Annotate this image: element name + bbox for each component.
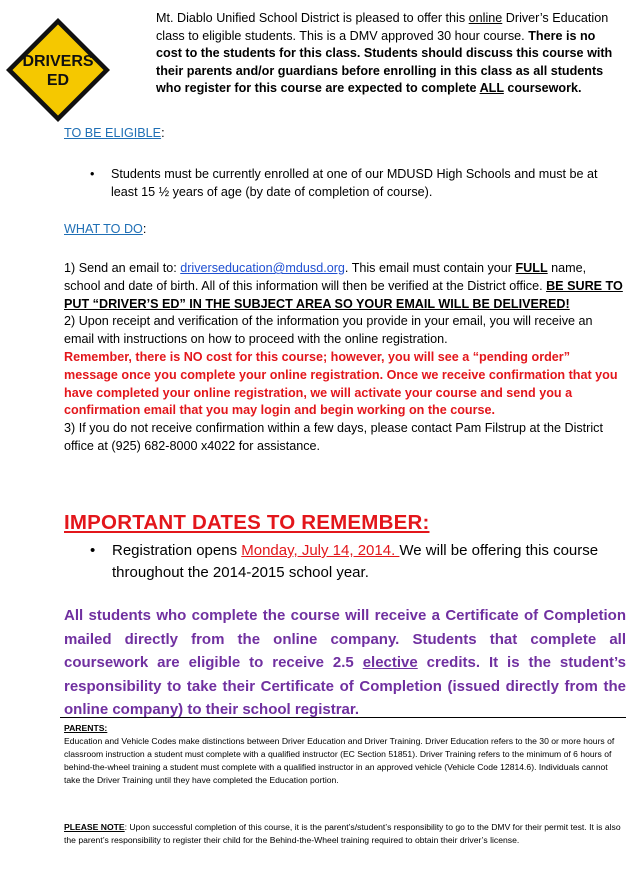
elective-word: elective: [362, 654, 418, 671]
bullet-icon: •: [90, 167, 95, 181]
parents-heading: PARENTS:: [64, 723, 108, 733]
intro-bold-text: There is no cost to the students for this class. Students should discuss this course with their parents and/or guardians before enrolling in this class as all students who register for this course are expected to complete: [156, 28, 613, 95]
sign-line2: ED: [46, 72, 70, 89]
eligible-bullet-text: Students must be currently enrolled at one of our MDUSD High Schools and must be at least 15 ½ years of age (by date of completion of course).: [111, 167, 598, 199]
important-dates-heading: IMPORTANT DATES TO REMEMBER:: [64, 511, 430, 534]
intro-text-1: Mt. Diablo Unified School District is pleased to offer this: [156, 11, 469, 25]
section-divider: [60, 717, 626, 718]
intro-end: coursework.: [503, 81, 582, 95]
todo-heading: WHAT TO DO:: [64, 222, 147, 236]
eligible-bullet: [90, 165, 626, 201]
intro-online: online: [468, 11, 503, 25]
intro-all: ALL: [479, 81, 504, 95]
registration-bullet: • Registration opens Monday, July 14, 2014. We will be offering this course throughout the 2014-2015 school year.: [90, 542, 599, 581]
drivers-ed-sign: [4, 16, 112, 124]
email-link[interactable]: driverseducation@mdusd.org: [180, 261, 345, 275]
sign-line1: DRIVERS: [22, 53, 94, 70]
please-note-text: : Upon successful completion of this course, it is the parent’s/student’s responsibility to go to the DMV for their permit test. It is also the parent’s responsibility to register their child for the Behind-the-Wheel training required to obtain their driver’s license.: [64, 822, 621, 845]
intro-text-2: Driver’s Education class to eligible students. This is a DMV approved 30 hour course.: [156, 11, 609, 43]
subject-instruction: BE SURE TO PUT “DRIVER’S ED” IN THE SUBJECT AREA SO YOUR EMAIL WILL BE DELIVERED!: [64, 278, 623, 311]
eligible-heading: TO BE ELIGIBLE:: [64, 126, 165, 140]
step-2: 2) Upon receipt and verification of the information you provide in your email, you will receive an email with instructions on how to proceed with the online registration.: [64, 314, 593, 347]
step-3: 3) If you do not receive confirmation within a few days, please contact Pam Filstrup at the District office at (925) 682-8000 x4022 for assistance.: [64, 421, 603, 453]
please-note-section: [64, 821, 626, 847]
registration-date: Monday, July 14, 2014.: [241, 542, 400, 559]
step-1: 1) Send an email to: driverseducation@mdusd.org. This email must contain your FULL name, school and date of birth. All of this information will then be verified at the District office. BE SURE TO PUT “DRIVER’S ED” IN THE SUBJECT AREA SO YOUR EMAIL WILL BE DELIVERED!: [64, 261, 623, 311]
certificate-paragraph: All students who complete the course will receive a Certificate of Completion mailed directly from the online company. Students that complete all coursework are eligible to receive 2.5 elective credits. It is the student’s responsibility to take their Certificate of Completion (issued directly from the online company) to their school registrar.: [64, 607, 627, 718]
intro-paragraph: [156, 10, 624, 98]
todo-steps: [64, 260, 626, 456]
parents-text: Education and Vehicle Codes make distinctions between Driver Education and Driver Training. Driver Education refers to the 30 or more hours of classroom instruction a student must complete with a qualified instructor (EC Section 51851). Driver Training refers to the minimum of 6 hours of behind-the-wheel training a student must complete with a qualified instructor in an approved vehicle (Vehicle Code 12814.6). Individuals cannot take the Driver Training until they have completed the Education portion.: [64, 736, 615, 785]
step-2-cost-note: Remember, there is NO cost for this course; however, you will see a “pending order” message once you complete your online registration. Once we receive confirmation that you have completed your online registration, we will activate your course and send you a confirmation email that you may login and begin working on the course.: [64, 349, 618, 418]
please-note-heading: PLEASE NOTE: [64, 822, 125, 832]
parents-section: [64, 722, 626, 787]
bullet-icon: •: [90, 542, 96, 559]
